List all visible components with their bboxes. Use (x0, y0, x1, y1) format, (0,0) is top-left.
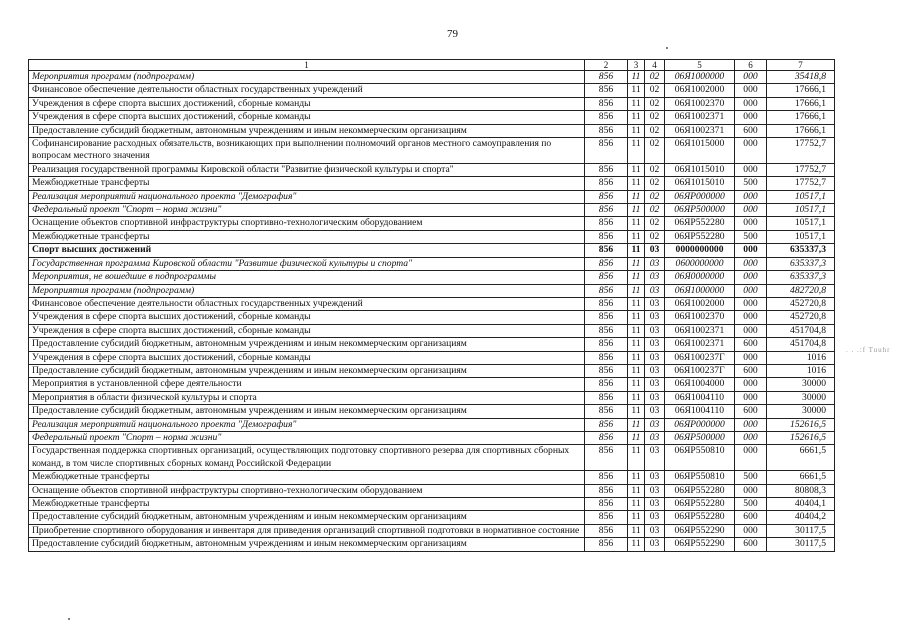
section-cell: 11 (628, 190, 645, 203)
section-cell: 11 (628, 284, 645, 297)
subsection-cell: 02 (645, 124, 665, 137)
subsection-cell: 03 (645, 284, 665, 297)
agency-code-cell: 856 (585, 177, 628, 190)
expense-type-cell: 500 (735, 230, 767, 243)
section-cell: 11 (628, 498, 645, 511)
subsection-cell: 03 (645, 257, 665, 270)
item-name-cell: Федеральный проект "Спорт – норма жизни" (29, 431, 585, 444)
agency-code-cell: 856 (585, 138, 628, 164)
item-name-cell: Учреждения в сфере спорта высших достижений, сборные команды (29, 111, 585, 124)
section-cell: 11 (628, 124, 645, 137)
header-cell: 6 (735, 60, 767, 71)
table-row (29, 163, 835, 176)
agency-code-cell: 856 (585, 405, 628, 418)
table-row (29, 351, 835, 364)
expense-type-cell: 600 (735, 538, 767, 551)
amount-cell: 30117,5 (767, 538, 835, 551)
section-cell: 11 (628, 84, 645, 97)
target-article-cell: 06Я1002371 (665, 324, 735, 337)
expense-type-cell: 000 (735, 84, 767, 97)
target-article-cell: 06Я1002000 (665, 297, 735, 310)
expense-type-cell: 500 (735, 177, 767, 190)
expense-type-cell: 000 (735, 418, 767, 431)
table-row (29, 97, 835, 110)
agency-code-cell: 856 (585, 511, 628, 524)
amount-cell: 17666,1 (767, 124, 835, 137)
expense-type-cell: 000 (735, 311, 767, 324)
subsection-cell: 02 (645, 71, 665, 84)
subsection-cell: 03 (645, 324, 665, 337)
subsection-cell: 03 (645, 351, 665, 364)
amount-cell: 40404,1 (767, 498, 835, 511)
amount-cell: 17752,7 (767, 138, 835, 164)
item-name-cell: Межбюджетные трансферты (29, 471, 585, 484)
expense-type-cell: 000 (735, 163, 767, 176)
target-article-cell: 06Я1002371 (665, 111, 735, 124)
section-cell: 11 (628, 97, 645, 110)
target-article-cell: 06Я1000000 (665, 71, 735, 84)
agency-code-cell: 856 (585, 230, 628, 243)
amount-cell: 80808,3 (767, 484, 835, 497)
table-row (29, 230, 835, 243)
subsection-cell: 03 (645, 405, 665, 418)
target-article-cell: 06ЯР000000 (665, 190, 735, 203)
subsection-cell: 03 (645, 431, 665, 444)
expense-type-cell: 000 (735, 324, 767, 337)
section-cell: 11 (628, 338, 645, 351)
amount-cell: 1016 (767, 351, 835, 364)
subsection-cell: 03 (645, 391, 665, 404)
table-row (29, 244, 835, 257)
subsection-cell: 02 (645, 111, 665, 124)
target-article-cell: 06Я1002370 (665, 97, 735, 110)
item-name-cell: Предоставление субсидий бюджетным, автономным учреждениям и иным некоммерческим организациям (29, 124, 585, 137)
agency-code-cell: 856 (585, 217, 628, 230)
table-row (29, 311, 835, 324)
target-article-cell: 06ЯР552280 (665, 230, 735, 243)
item-name-cell: Государственная программа Кировской области "Развитие физической культуры и спорта" (29, 257, 585, 270)
expense-type-cell: 000 (735, 484, 767, 497)
agency-code-cell: 856 (585, 311, 628, 324)
section-cell: 11 (628, 538, 645, 551)
section-cell: 11 (628, 484, 645, 497)
expense-type-cell: 000 (735, 244, 767, 257)
expense-type-cell: 600 (735, 124, 767, 137)
subsection-cell: 03 (645, 511, 665, 524)
target-article-cell: 06Я1015000 (665, 138, 735, 164)
expense-type-cell: 000 (735, 445, 767, 471)
amount-cell: 10517,1 (767, 217, 835, 230)
target-article-cell: 06Я1015010 (665, 163, 735, 176)
header-cell: 1 (29, 60, 585, 71)
header-row (29, 60, 835, 71)
expense-type-cell: 500 (735, 498, 767, 511)
expense-type-cell: 000 (735, 138, 767, 164)
agency-code-cell: 856 (585, 297, 628, 310)
table-row (29, 217, 835, 230)
item-name-cell: Реализация государственной программы Кировской области "Развитие физической культуры и спорта" (29, 163, 585, 176)
item-name-cell: Предоставление субсидий бюджетным, автономным учреждениям и иным некоммерческим организациям (29, 405, 585, 418)
header-cell: 7 (767, 60, 835, 71)
subsection-cell: 03 (645, 418, 665, 431)
section-cell: 11 (628, 71, 645, 84)
table-row (29, 297, 835, 310)
section-cell: 11 (628, 391, 645, 404)
item-name-cell: Предоставление субсидий бюджетным, автономным учреждениям и иным некоммерческим организациям (29, 511, 585, 524)
table-body (29, 71, 835, 552)
expense-type-cell: 500 (735, 471, 767, 484)
target-article-cell: 06ЯР000000 (665, 418, 735, 431)
amount-cell: 17752,7 (767, 177, 835, 190)
section-cell: 11 (628, 230, 645, 243)
amount-cell: 30117,5 (767, 524, 835, 537)
item-name-cell: Межбюджетные трансферты (29, 498, 585, 511)
amount-cell: 30000 (767, 405, 835, 418)
item-name-cell: Реализация мероприятий национального проекта "Демография" (29, 418, 585, 431)
subsection-cell: 03 (645, 484, 665, 497)
expense-type-cell: 000 (735, 378, 767, 391)
subsection-cell: 03 (645, 378, 665, 391)
target-article-cell: 06ЯР552290 (665, 538, 735, 551)
target-article-cell: 0600000000 (665, 257, 735, 270)
section-cell: 11 (628, 244, 645, 257)
amount-cell: 35418,8 (767, 71, 835, 84)
table-row (29, 378, 835, 391)
subsection-cell: 03 (645, 364, 665, 377)
section-cell: 11 (628, 297, 645, 310)
margin-scan-mark: . . .:f Tuuhr (846, 346, 891, 354)
item-name-cell: Мероприятия в установленной сфере деятельности (29, 378, 585, 391)
subsection-cell: 03 (645, 311, 665, 324)
table-row (29, 324, 835, 337)
agency-code-cell: 856 (585, 271, 628, 284)
target-article-cell: 06Я0000000 (665, 271, 735, 284)
target-article-cell: 06ЯР500000 (665, 431, 735, 444)
target-article-cell: 06Я1002371 (665, 338, 735, 351)
agency-code-cell: 856 (585, 190, 628, 203)
agency-code-cell: 856 (585, 338, 628, 351)
subsection-cell: 02 (645, 97, 665, 110)
amount-cell: 30000 (767, 391, 835, 404)
subsection-cell: 03 (645, 538, 665, 551)
agency-code-cell: 856 (585, 351, 628, 364)
table-row (29, 484, 835, 497)
table-row (29, 538, 835, 551)
item-name-cell: Предоставление субсидий бюджетным, автономным учреждениям и иным некоммерческим организациям (29, 538, 585, 551)
agency-code-cell: 856 (585, 484, 628, 497)
target-article-cell: 06ЯР552290 (665, 524, 735, 537)
agency-code-cell: 856 (585, 524, 628, 537)
agency-code-cell: 856 (585, 284, 628, 297)
target-article-cell: 06Я1004000 (665, 378, 735, 391)
item-name-cell: Учреждения в сфере спорта высших достижений, сборные команды (29, 324, 585, 337)
item-name-cell: Предоставление субсидий бюджетным, автономным учреждениям и иным некоммерческим организациям (29, 338, 585, 351)
table-row (29, 471, 835, 484)
agency-code-cell: 856 (585, 124, 628, 137)
agency-code-cell: 856 (585, 431, 628, 444)
target-article-cell: 06Я1002370 (665, 311, 735, 324)
scan-speck (68, 618, 70, 620)
section-cell: 11 (628, 511, 645, 524)
expense-type-cell: 600 (735, 511, 767, 524)
section-cell: 11 (628, 177, 645, 190)
table-row (29, 124, 835, 137)
amount-cell: 1016 (767, 364, 835, 377)
expense-type-cell: 600 (735, 338, 767, 351)
section-cell: 11 (628, 364, 645, 377)
table-row (29, 391, 835, 404)
item-name-cell: Мероприятия в области физической культуры и спорта (29, 391, 585, 404)
agency-code-cell: 856 (585, 244, 628, 257)
section-cell: 11 (628, 204, 645, 217)
item-name-cell: Учреждения в сфере спорта высших достижений, сборные команды (29, 97, 585, 110)
section-cell: 11 (628, 311, 645, 324)
table-row (29, 445, 835, 471)
header-cell: 2 (585, 60, 628, 71)
item-name-cell: Мероприятия, не вошедшие в подпрограммы (29, 271, 585, 284)
item-name-cell: Приобретение спортивного оборудования и инвентаря для приведения организаций спортивной подготовки в нормативное состояние (29, 524, 585, 537)
expense-type-cell: 600 (735, 405, 767, 418)
expense-type-cell: 000 (735, 204, 767, 217)
section-cell: 11 (628, 471, 645, 484)
agency-code-cell: 856 (585, 391, 628, 404)
section-cell: 11 (628, 138, 645, 164)
agency-code-cell: 856 (585, 324, 628, 337)
target-article-cell: 06Я100237Г (665, 364, 735, 377)
subsection-cell: 02 (645, 230, 665, 243)
subsection-cell: 02 (645, 190, 665, 203)
subsection-cell: 02 (645, 163, 665, 176)
target-article-cell: 06Я1000000 (665, 284, 735, 297)
table-row (29, 257, 835, 270)
agency-code-cell: 856 (585, 204, 628, 217)
expense-type-cell: 000 (735, 524, 767, 537)
target-article-cell: 06ЯР552280 (665, 498, 735, 511)
page-number: 79 (447, 28, 458, 40)
agency-code-cell: 856 (585, 163, 628, 176)
table-row (29, 418, 835, 431)
table-row (29, 177, 835, 190)
agency-code-cell: 856 (585, 418, 628, 431)
expense-type-cell: 600 (735, 364, 767, 377)
item-name-cell: Мероприятия программ (подпрограмм) (29, 284, 585, 297)
expense-type-cell: 000 (735, 217, 767, 230)
amount-cell: 10517,1 (767, 204, 835, 217)
amount-cell: 17666,1 (767, 84, 835, 97)
item-name-cell: Учреждения в сфере спорта высших достижений, сборные команды (29, 351, 585, 364)
target-article-cell: 06Я1004110 (665, 405, 735, 418)
item-name-cell: Финансовое обеспечение деятельности областных государственных учреждений (29, 84, 585, 97)
header-cell: 3 (628, 60, 645, 71)
agency-code-cell: 856 (585, 257, 628, 270)
item-name-cell: Предоставление субсидий бюджетным, автономным учреждениям и иным некоммерческим организациям (29, 364, 585, 377)
expense-type-cell: 000 (735, 71, 767, 84)
agency-code-cell: 856 (585, 538, 628, 551)
table-row (29, 204, 835, 217)
item-name-cell: Межбюджетные трансферты (29, 230, 585, 243)
item-name-cell: Межбюджетные трансферты (29, 177, 585, 190)
target-article-cell: 06Я1002000 (665, 84, 735, 97)
expense-type-cell: 000 (735, 190, 767, 203)
target-article-cell: 06Я1015010 (665, 177, 735, 190)
amount-cell: 10517,1 (767, 230, 835, 243)
section-cell: 11 (628, 257, 645, 270)
section-cell: 11 (628, 445, 645, 471)
target-article-cell: 0000000000 (665, 244, 735, 257)
target-article-cell: 06ЯР500000 (665, 204, 735, 217)
expense-type-cell: 000 (735, 271, 767, 284)
header-cell: 4 (645, 60, 665, 71)
amount-cell: 452720,8 (767, 311, 835, 324)
agency-code-cell: 856 (585, 445, 628, 471)
agency-code-cell: 856 (585, 471, 628, 484)
expense-type-cell: 000 (735, 284, 767, 297)
table-row (29, 338, 835, 351)
expense-type-cell: 000 (735, 97, 767, 110)
section-cell: 11 (628, 163, 645, 176)
subsection-cell: 03 (645, 471, 665, 484)
amount-cell: 6661,5 (767, 445, 835, 471)
item-name-cell: Учреждения в сфере спорта высших достижений, сборные команды (29, 311, 585, 324)
subsection-cell: 02 (645, 138, 665, 164)
amount-cell: 17666,1 (767, 97, 835, 110)
agency-code-cell: 856 (585, 498, 628, 511)
amount-cell: 635337,3 (767, 244, 835, 257)
table-row (29, 431, 835, 444)
subsection-cell: 03 (645, 271, 665, 284)
item-name-cell: Оснащение объектов спортивной инфраструктуры спортивно-технологическим оборудованием (29, 484, 585, 497)
agency-code-cell: 856 (585, 378, 628, 391)
table-row (29, 511, 835, 524)
header-cell: 5 (665, 60, 735, 71)
agency-code-cell: 856 (585, 364, 628, 377)
table-row (29, 138, 835, 164)
amount-cell: 452720,8 (767, 297, 835, 310)
table-row (29, 498, 835, 511)
subsection-cell: 03 (645, 498, 665, 511)
agency-code-cell: 856 (585, 111, 628, 124)
expense-type-cell: 000 (735, 431, 767, 444)
item-name-cell: Софинансирование расходных обязательств, возникающих при выполнении полномочий органов местного самоуправления по вопросам местного значения (29, 138, 585, 164)
subsection-cell: 03 (645, 445, 665, 471)
subsection-cell: 03 (645, 297, 665, 310)
section-cell: 11 (628, 351, 645, 364)
subsection-cell: 02 (645, 204, 665, 217)
amount-cell: 40404,2 (767, 511, 835, 524)
amount-cell: 152616,5 (767, 418, 835, 431)
section-cell: 11 (628, 431, 645, 444)
target-article-cell: 06Я100237Г (665, 351, 735, 364)
target-article-cell: 06Я1002371 (665, 124, 735, 137)
table-row (29, 190, 835, 203)
budget-table (28, 59, 835, 552)
agency-code-cell: 856 (585, 71, 628, 84)
item-name-cell: Финансовое обеспечение деятельности областных государственных учреждений (29, 297, 585, 310)
amount-cell: 635337,3 (767, 271, 835, 284)
section-cell: 11 (628, 217, 645, 230)
expense-type-cell: 000 (735, 391, 767, 404)
section-cell: 11 (628, 378, 645, 391)
expense-type-cell: 000 (735, 257, 767, 270)
subsection-cell: 02 (645, 177, 665, 190)
item-name-cell: Мероприятия программ (подпрограмм) (29, 71, 585, 84)
item-name-cell: Спорт высших достижений (29, 244, 585, 257)
agency-code-cell: 856 (585, 97, 628, 110)
amount-cell: 30000 (767, 378, 835, 391)
amount-cell: 6661,5 (767, 471, 835, 484)
subsection-cell: 02 (645, 217, 665, 230)
expense-type-cell: 000 (735, 297, 767, 310)
amount-cell: 482720,8 (767, 284, 835, 297)
table-row (29, 284, 835, 297)
item-name-cell: Федеральный проект "Спорт – норма жизни" (29, 204, 585, 217)
item-name-cell: Оснащение объектов спортивной инфраструктуры спортивно-технологическим оборудованием (29, 217, 585, 230)
amount-cell: 152616,5 (767, 431, 835, 444)
section-cell: 11 (628, 405, 645, 418)
subsection-cell: 03 (645, 338, 665, 351)
amount-cell: 451704,8 (767, 338, 835, 351)
amount-cell: 635337,3 (767, 257, 835, 270)
target-article-cell: 06ЯР552280 (665, 217, 735, 230)
table-row (29, 364, 835, 377)
target-article-cell: 06ЯР552280 (665, 511, 735, 524)
section-cell: 11 (628, 524, 645, 537)
expense-type-cell: 000 (735, 111, 767, 124)
section-cell: 11 (628, 418, 645, 431)
scan-speck (666, 47, 668, 49)
amount-cell: 17666,1 (767, 111, 835, 124)
table-row (29, 84, 835, 97)
table-row (29, 524, 835, 537)
amount-cell: 17752,7 (767, 163, 835, 176)
amount-cell: 451704,8 (767, 324, 835, 337)
table-row (29, 71, 835, 84)
section-cell: 11 (628, 111, 645, 124)
agency-code-cell: 856 (585, 84, 628, 97)
target-article-cell: 06ЯР550810 (665, 471, 735, 484)
table-row (29, 405, 835, 418)
section-cell: 11 (628, 271, 645, 284)
subsection-cell: 03 (645, 524, 665, 537)
target-article-cell: 06Я1004110 (665, 391, 735, 404)
item-name-cell: Реализация мероприятий национального проекта "Демография" (29, 190, 585, 203)
item-name-cell: Государственная поддержка спортивных организаций, осуществляющих подготовку спортивного резерва для спортивных сборных команд, в том числе спортивных сборных команд Российской Федерации (29, 445, 585, 471)
amount-cell: 10517,1 (767, 190, 835, 203)
expense-type-cell: 000 (735, 351, 767, 364)
section-cell: 11 (628, 324, 645, 337)
subsection-cell: 03 (645, 244, 665, 257)
target-article-cell: 06ЯР550810 (665, 445, 735, 471)
table-row (29, 111, 835, 124)
target-article-cell: 06ЯР552280 (665, 484, 735, 497)
table-row (29, 271, 835, 284)
subsection-cell: 02 (645, 84, 665, 97)
